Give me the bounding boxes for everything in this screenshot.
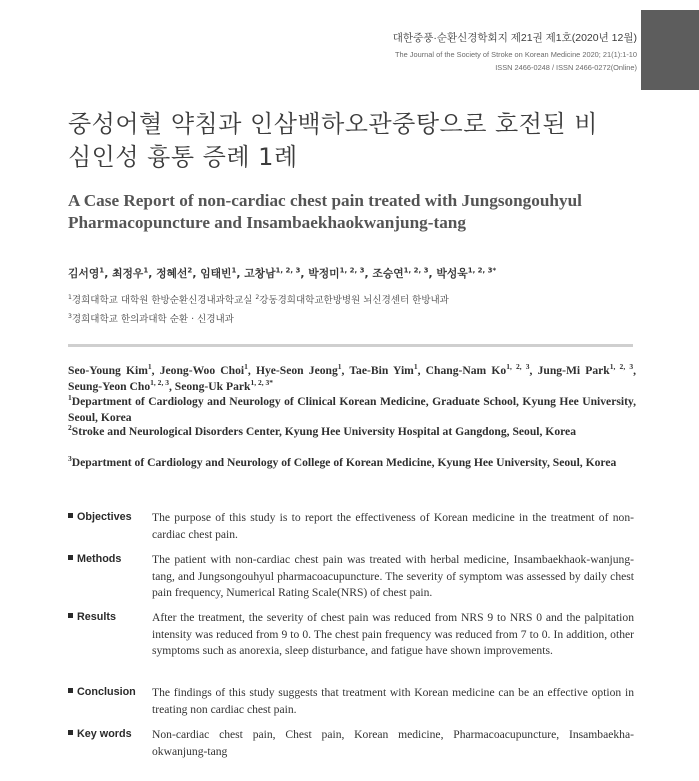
- abstract-text-conclusion: The findings of this study suggests that treatment with Korean medicine can be an effective option in treating non cardiac chest pain.: [152, 686, 634, 716]
- abstract-label-results: Results: [68, 611, 152, 623]
- abstract-label-objectives: Objectives: [68, 511, 152, 523]
- author-kr: 정혜선$^2$,: [156, 265, 201, 280]
- affiliation-en-1: $^1$Department of Cardiology and Neurology of Clinical Korean Medicine, Graduate School, Kyung Hee University, Seoul, Korea: [68, 393, 636, 424]
- author-kr: 박성욱$^{1, 2, 3*}$: [436, 265, 497, 280]
- bullet-square-icon: [68, 555, 73, 560]
- corner-tab-decoration: [641, 10, 699, 90]
- journal-issn: ISSN 2466-0248 / ISSN 2466-0272(Online): [495, 63, 637, 72]
- bullet-square-icon: [68, 688, 73, 693]
- author-kr: 김서영$^1$,: [68, 265, 113, 280]
- title-korean-line-1: 중성어혈 약침과 인삼백하오관중탕으로 호전된 비: [68, 110, 598, 138]
- abstract-text-results: After the treatment, the severity of chest pain was reduced from NRS 9 to NRS 0 and the palpitation intensity was reduced from 9 to 0. The chest pain frequency was reduced from 7 to 0. In addition, other symptoms such as anorexia, sleep disturbance, and fatigue have shown improvements.: [152, 611, 634, 657]
- affiliation-en-3: $^3$Department of Cardiology and Neurology of College of Korean Medicine, Kyung Hee University, Seoul, Korea: [68, 454, 617, 469]
- author-en: Seo-Young Kim$^1$,: [68, 362, 160, 377]
- abstract-text-methods: The patient with non-cardiac chest pain was treated with herbal medicine, Insambaekhaok-wanjung-tang, and Jungsongouhyul pharmacoacupuncture. The severity of symptom was assessed by daily chest pain frequency, Numerical Rating Scale(NRS) of chest pain.: [152, 553, 634, 599]
- authors-korean: [68, 266, 668, 281]
- bullet-square-icon: [68, 513, 73, 518]
- abstract-text-keywords: Non-cardiac chest pain, Chest pain, Korean medicine, Pharmacoacupuncture, Insambaekha-okwanjung-tang: [152, 728, 634, 758]
- authors-english: [68, 363, 636, 394]
- abstract-label-keywords: Key words: [68, 728, 152, 740]
- section-divider: [68, 344, 633, 347]
- author-en: Seung-Yeon Cho$^{1, 2, 3}$,: [68, 377, 175, 393]
- author-en: Jeong-Woo Choi$^1$,: [159, 362, 256, 377]
- author-en: Jung-Mi Park$^{1, 2, 3}$,: [537, 362, 637, 377]
- author-en: Tae-Bin Yim$^1$,: [349, 362, 426, 377]
- journal-title-kr: 대한중풍·순환신경학회지 제21권 제1호(2020년 12월): [392, 32, 637, 44]
- journal-header: [393, 30, 637, 72]
- affiliation-en-2: $^2$Stroke and Neurological Disorders Center, Kyung Hee University Hospital at Gangdong, Seoul, Korea: [68, 423, 576, 438]
- title-english-line-2: Pharmacopuncture and Insambaekhaokwanjung-tang: [68, 213, 466, 232]
- author-kr: 박정미$^{1, 2, 3}$,: [308, 265, 373, 280]
- affiliation-kr-line-2: $^3$경희대학교 한의과대학 순환 · 신경내과: [68, 312, 234, 325]
- author-kr: 조승연$^{1, 2, 3}$,: [372, 265, 437, 280]
- author-en: Chang-Nam Ko$^{1, 2, 3}$,: [425, 362, 538, 377]
- title-korean-line-2: 심인성 흉통 증례 1례: [68, 143, 298, 171]
- bullet-square-icon: [68, 613, 73, 618]
- title-korean: [68, 108, 648, 174]
- abstract-label-methods: Methods: [68, 553, 152, 565]
- abstract-label-conclusion: Conclusion: [68, 686, 152, 698]
- author-kr: 최정우$^1$,: [112, 265, 157, 280]
- title-english: [68, 190, 668, 234]
- title-english-line-1: A Case Report of non-cardiac chest pain treated with Jungsongouhyul: [68, 191, 582, 210]
- author-kr: 임태빈$^1$,: [200, 265, 245, 280]
- author-en: Seong-Uk Park$^{1, 2, 3*}$: [174, 377, 274, 393]
- bullet-square-icon: [68, 730, 73, 735]
- author-en: Hye-Seon Jeong$^1$,: [255, 362, 350, 377]
- abstract-text-objectives: The purpose of this study is to report the effectiveness of Korean medicine in the treatment of non-cardiac chest pain.: [152, 511, 634, 541]
- journal-citation-en: The Journal of the Society of Stroke on Korean Medicine 2020; 21(1):1-10: [395, 50, 637, 59]
- affiliation-kr-line-1: $^1$경희대학교 대학원 한방순환신경내과학교실 $^2$강동경희대학교한방병원 뇌신경센터 한방내과: [68, 293, 449, 306]
- author-kr: 고창남$^{1, 2, 3}$,: [244, 265, 309, 280]
